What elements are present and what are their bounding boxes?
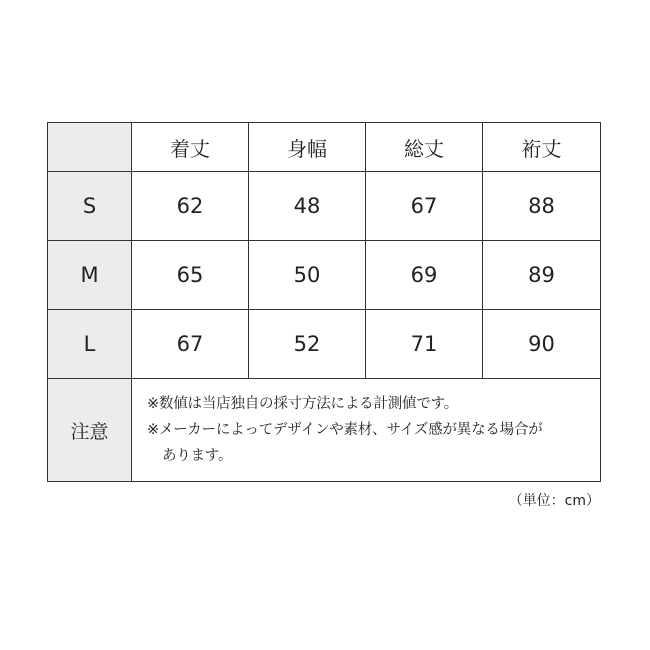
notes-label: 注意 bbox=[48, 379, 132, 482]
column-header-width: 身幅 bbox=[249, 123, 366, 172]
size-label-s: S bbox=[48, 172, 132, 241]
size-label-m: M bbox=[48, 241, 132, 310]
table-row-s bbox=[48, 172, 601, 241]
table-cell: 65 bbox=[132, 241, 249, 310]
table-cell: 52 bbox=[249, 310, 366, 379]
size-label-l: L bbox=[48, 310, 132, 379]
column-header-length: 着丈 bbox=[132, 123, 249, 172]
table-row-m bbox=[48, 241, 601, 310]
note-line-2: ※メーカーによってデザインや素材、サイズ感が異なる場合が bbox=[147, 422, 543, 438]
size-chart-table bbox=[47, 122, 601, 482]
table-row-l bbox=[48, 310, 601, 379]
note-line-1: ※数値は当店独自の採寸方法による計測値です。 bbox=[147, 396, 459, 412]
table-cell: 69 bbox=[366, 241, 483, 310]
table-cell: 89 bbox=[483, 241, 601, 310]
notes-row bbox=[48, 379, 601, 482]
table-cell: 88 bbox=[483, 172, 601, 241]
notes-text bbox=[132, 379, 601, 482]
table-cell: 71 bbox=[366, 310, 483, 379]
corner-cell bbox=[48, 123, 132, 172]
column-header-sleeve-length: 裄丈 bbox=[483, 123, 601, 172]
header-row bbox=[48, 123, 601, 172]
table-cell: 62 bbox=[132, 172, 249, 241]
table-cell: 67 bbox=[132, 310, 249, 379]
table-cell: 67 bbox=[366, 172, 483, 241]
note-line-3: あります。 bbox=[162, 448, 233, 464]
unit-label: （単位：cm） bbox=[508, 493, 600, 509]
column-header-total-length: 総丈 bbox=[366, 123, 483, 172]
table-cell: 48 bbox=[249, 172, 366, 241]
table-cell: 90 bbox=[483, 310, 601, 379]
table-cell: 50 bbox=[249, 241, 366, 310]
